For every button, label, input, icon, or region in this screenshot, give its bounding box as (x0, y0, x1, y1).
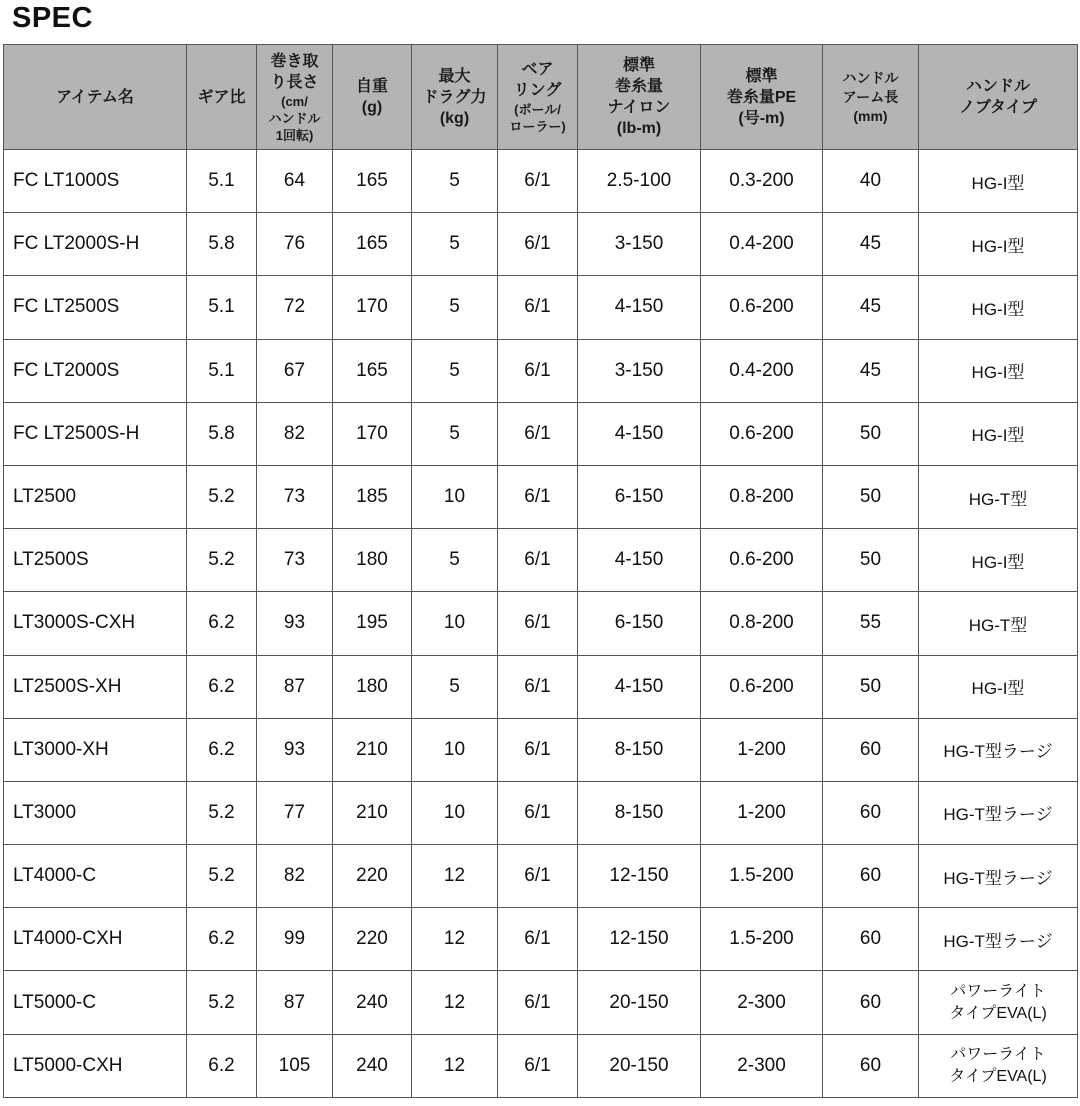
cell-bearings: 6/1 (498, 150, 578, 213)
header-label-line: ベア (521, 61, 554, 78)
cell-pe-capacity: 1-200 (701, 781, 823, 844)
cell-nylon-capacity: 6-150 (578, 465, 701, 528)
table-row (4, 908, 1078, 971)
cell-max-drag: 5 (412, 655, 498, 718)
knob-type-line: タイプEVA(L) (949, 1004, 1047, 1022)
header-label-line: (g) (361, 99, 383, 116)
cell-handle-knob-type (919, 1034, 1078, 1097)
cell-max-drag: 10 (412, 781, 498, 844)
cell-weight: 240 (333, 1034, 412, 1097)
cell-bearings: 6/1 (498, 908, 578, 971)
column-header-nylon-capacity (578, 45, 701, 150)
cell-bearings: 6/1 (498, 529, 578, 592)
table-row (4, 781, 1078, 844)
knob-type-line: HG-I型 (971, 552, 1025, 572)
cell-retrieve-length: 73 (257, 465, 333, 528)
header-label-line: 自重 (355, 78, 388, 95)
cell-handle-knob-type (919, 845, 1078, 908)
cell-gear-ratio: 5.8 (187, 213, 257, 276)
cell-pe-capacity: 2-300 (701, 1034, 823, 1097)
cell-weight: 180 (333, 655, 412, 718)
header-label-line: 巻糸量 (614, 78, 663, 95)
cell-max-drag: 12 (412, 908, 498, 971)
cell-bearings: 6/1 (498, 213, 578, 276)
knob-type-line: HG-I型 (971, 363, 1025, 383)
cell-gear-ratio: 5.2 (187, 845, 257, 908)
header-label-line: (lb-m) (616, 120, 662, 137)
cell-item-name: FC LT1000S (4, 150, 187, 213)
header-label-line: (ボール/ (514, 102, 561, 117)
cell-retrieve-length: 64 (257, 150, 333, 213)
cell-handle-knob-type (919, 592, 1078, 655)
knob-type-line: HG-T型ラージ (943, 742, 1053, 762)
column-header-handle-arm-length (823, 45, 919, 150)
cell-max-drag: 10 (412, 718, 498, 781)
column-header-pe-capacity (701, 45, 823, 150)
cell-retrieve-length: 87 (257, 655, 333, 718)
column-header-gear-ratio (187, 45, 257, 150)
cell-handle-knob-type (919, 781, 1078, 844)
cell-nylon-capacity: 4-150 (578, 655, 701, 718)
cell-item-name: FC LT2000S-H (4, 213, 187, 276)
cell-handle-arm-length: 45 (823, 213, 919, 276)
cell-bearings: 6/1 (498, 592, 578, 655)
cell-nylon-capacity: 3-150 (578, 339, 701, 402)
cell-handle-knob-type (919, 150, 1078, 213)
cell-gear-ratio: 5.2 (187, 465, 257, 528)
cell-max-drag: 5 (412, 529, 498, 592)
cell-nylon-capacity: 4-150 (578, 529, 701, 592)
cell-weight: 240 (333, 971, 412, 1034)
column-header-retrieve-length (257, 45, 333, 150)
cell-handle-arm-length: 45 (823, 339, 919, 402)
header-label-line: アイテム名 (56, 88, 134, 106)
cell-pe-capacity: 2-300 (701, 971, 823, 1034)
cell-retrieve-length: 93 (257, 592, 333, 655)
cell-max-drag: 12 (412, 845, 498, 908)
header-label-line: 標準 (622, 57, 655, 74)
cell-nylon-capacity: 4-150 (578, 402, 701, 465)
cell-weight: 195 (333, 592, 412, 655)
table-row (4, 1034, 1078, 1097)
cell-weight: 165 (333, 150, 412, 213)
cell-max-drag: 5 (412, 150, 498, 213)
table-row (4, 276, 1078, 339)
cell-nylon-capacity: 4-150 (578, 276, 701, 339)
cell-weight: 180 (333, 529, 412, 592)
cell-pe-capacity: 0.6-200 (701, 276, 823, 339)
cell-nylon-capacity: 12-150 (578, 908, 701, 971)
table-body (4, 150, 1078, 1098)
table-row (4, 718, 1078, 781)
header-label-line: ナイロン (607, 99, 671, 116)
header-label-line: ハンドル (842, 69, 899, 86)
cell-gear-ratio: 6.2 (187, 1034, 257, 1097)
cell-handle-arm-length: 50 (823, 402, 919, 465)
cell-item-name: LT4000-C (4, 845, 187, 908)
cell-bearings: 6/1 (498, 1034, 578, 1097)
table-row (4, 529, 1078, 592)
cell-item-name: LT2500S-XH (4, 655, 187, 718)
table-row (4, 845, 1078, 908)
knob-type-line: HG-I型 (971, 236, 1025, 256)
column-header-max-drag (412, 45, 498, 150)
cell-weight: 210 (333, 781, 412, 844)
cell-pe-capacity: 1.5-200 (701, 845, 823, 908)
cell-weight: 170 (333, 402, 412, 465)
cell-item-name: LT2500 (4, 465, 187, 528)
header-label-line: り長さ (270, 73, 319, 91)
knob-type-line: HG-T型ラージ (943, 931, 1053, 951)
header-label-line: 巻き取 (270, 52, 319, 70)
cell-handle-knob-type (919, 655, 1078, 718)
cell-handle-arm-length: 40 (823, 150, 919, 213)
cell-handle-knob-type (919, 908, 1078, 971)
header-label-line: 1回転) (275, 127, 314, 143)
header-label-line: ノブタイプ (958, 99, 1038, 116)
cell-bearings: 6/1 (498, 402, 578, 465)
header-label-line: アーム長 (842, 88, 899, 105)
cell-weight: 165 (333, 213, 412, 276)
cell-nylon-capacity: 2.5-100 (578, 150, 701, 213)
knob-type-line: HG-I型 (971, 173, 1025, 193)
cell-max-drag: 10 (412, 592, 498, 655)
knob-type-line: HG-T型ラージ (943, 868, 1053, 888)
header-label-line: ハンドル (268, 110, 321, 126)
cell-retrieve-length: 82 (257, 402, 333, 465)
cell-nylon-capacity: 3-150 (578, 213, 701, 276)
cell-handle-arm-length: 60 (823, 1034, 919, 1097)
cell-max-drag: 5 (412, 402, 498, 465)
cell-pe-capacity: 0.3-200 (701, 150, 823, 213)
cell-item-name: FC LT2000S (4, 339, 187, 402)
cell-handle-knob-type (919, 971, 1078, 1034)
cell-max-drag: 5 (412, 213, 498, 276)
knob-type-line: HG-I型 (971, 679, 1025, 699)
cell-bearings: 6/1 (498, 845, 578, 908)
cell-item-name: LT2500S (4, 529, 187, 592)
header-label-line: (mm) (853, 107, 888, 124)
cell-gear-ratio: 5.1 (187, 150, 257, 213)
cell-handle-knob-type (919, 465, 1078, 528)
cell-pe-capacity: 0.8-200 (701, 592, 823, 655)
column-header-weight (333, 45, 412, 150)
cell-bearings: 6/1 (498, 718, 578, 781)
cell-handle-arm-length: 50 (823, 529, 919, 592)
cell-handle-knob-type (919, 213, 1078, 276)
cell-item-name: LT5000-CXH (4, 1034, 187, 1097)
cell-max-drag: 10 (412, 465, 498, 528)
table-row (4, 150, 1078, 213)
cell-max-drag: 5 (412, 339, 498, 402)
knob-type-line: パワーライト (950, 1045, 1046, 1063)
cell-weight: 220 (333, 845, 412, 908)
cell-gear-ratio: 6.2 (187, 655, 257, 718)
cell-weight: 220 (333, 908, 412, 971)
cell-retrieve-length: 67 (257, 339, 333, 402)
cell-nylon-capacity: 8-150 (578, 718, 701, 781)
cell-gear-ratio: 5.8 (187, 402, 257, 465)
cell-pe-capacity: 0.4-200 (701, 339, 823, 402)
cell-bearings: 6/1 (498, 971, 578, 1034)
header-label-line: (kg) (439, 109, 470, 127)
table-row (4, 655, 1078, 718)
cell-retrieve-length: 82 (257, 845, 333, 908)
cell-item-name: FC LT2500S-H (4, 402, 187, 465)
cell-handle-arm-length: 45 (823, 276, 919, 339)
cell-gear-ratio: 6.2 (187, 592, 257, 655)
cell-handle-arm-length: 50 (823, 655, 919, 718)
cell-handle-knob-type (919, 339, 1078, 402)
cell-retrieve-length: 72 (257, 276, 333, 339)
cell-weight: 210 (333, 718, 412, 781)
cell-max-drag: 12 (412, 971, 498, 1034)
cell-retrieve-length: 105 (257, 1034, 333, 1097)
table-row (4, 971, 1078, 1034)
cell-gear-ratio: 5.1 (187, 276, 257, 339)
cell-item-name: LT3000-XH (4, 718, 187, 781)
cell-pe-capacity: 0.6-200 (701, 402, 823, 465)
cell-handle-arm-length: 50 (823, 465, 919, 528)
cell-retrieve-length: 93 (257, 718, 333, 781)
cell-pe-capacity: 1.5-200 (701, 908, 823, 971)
cell-handle-arm-length: 60 (823, 908, 919, 971)
cell-bearings: 6/1 (498, 655, 578, 718)
cell-handle-arm-length: 60 (823, 971, 919, 1034)
spec-table (3, 44, 1078, 1098)
cell-retrieve-length: 87 (257, 971, 333, 1034)
knob-type-line: パワーライト (950, 982, 1046, 1000)
cell-pe-capacity: 1-200 (701, 718, 823, 781)
cell-handle-knob-type (919, 402, 1078, 465)
cell-pe-capacity: 0.6-200 (701, 529, 823, 592)
knob-type-line: タイプEVA(L) (949, 1067, 1047, 1085)
cell-nylon-capacity: 8-150 (578, 781, 701, 844)
cell-weight: 170 (333, 276, 412, 339)
cell-retrieve-length: 76 (257, 213, 333, 276)
cell-item-name: LT5000-C (4, 971, 187, 1034)
page-title: SPEC (12, 2, 93, 34)
table-row (4, 402, 1078, 465)
header-label-line: ハンドル (965, 78, 1030, 95)
knob-type-line: HG-T型 (968, 615, 1028, 635)
header-label-line: リング (513, 82, 562, 99)
cell-handle-knob-type (919, 529, 1078, 592)
cell-gear-ratio: 5.1 (187, 339, 257, 402)
cell-handle-arm-length: 60 (823, 845, 919, 908)
cell-gear-ratio: 6.2 (187, 718, 257, 781)
cell-retrieve-length: 73 (257, 529, 333, 592)
header-label-line: 最大 (438, 67, 471, 85)
cell-gear-ratio: 5.2 (187, 781, 257, 844)
cell-handle-knob-type (919, 276, 1078, 339)
cell-gear-ratio: 6.2 (187, 908, 257, 971)
cell-max-drag: 5 (412, 276, 498, 339)
cell-handle-arm-length: 55 (823, 592, 919, 655)
table-row (4, 592, 1078, 655)
cell-nylon-capacity: 20-150 (578, 971, 701, 1034)
knob-type-line: HG-I型 (971, 299, 1025, 319)
cell-weight: 185 (333, 465, 412, 528)
knob-type-line: HG-T型ラージ (943, 805, 1053, 825)
header-label-line: (号-m) (738, 109, 785, 127)
cell-bearings: 6/1 (498, 465, 578, 528)
cell-handle-knob-type (919, 718, 1078, 781)
column-header-handle-knob-type (919, 45, 1078, 150)
cell-gear-ratio: 5.2 (187, 971, 257, 1034)
column-header-bearings (498, 45, 578, 150)
cell-weight: 165 (333, 339, 412, 402)
cell-pe-capacity: 0.8-200 (701, 465, 823, 528)
cell-bearings: 6/1 (498, 339, 578, 402)
cell-retrieve-length: 99 (257, 908, 333, 971)
header-row (4, 45, 1078, 150)
cell-item-name: FC LT2500S (4, 276, 187, 339)
table-row (4, 465, 1078, 528)
header-label-line: ローラー) (509, 119, 566, 134)
header-label-line: (cm/ (281, 93, 308, 109)
cell-pe-capacity: 0.6-200 (701, 655, 823, 718)
cell-item-name: LT4000-CXH (4, 908, 187, 971)
cell-item-name: LT3000S-CXH (4, 592, 187, 655)
header-label-line: 巻糸量PE (726, 88, 797, 106)
cell-nylon-capacity: 20-150 (578, 1034, 701, 1097)
header-label-line: ギア比 (197, 88, 246, 106)
knob-type-line: HG-I型 (971, 426, 1025, 446)
header-label-line: ドラグ力 (422, 88, 487, 106)
column-header-item-name (4, 45, 187, 150)
cell-retrieve-length: 77 (257, 781, 333, 844)
cell-handle-arm-length: 60 (823, 718, 919, 781)
cell-gear-ratio: 5.2 (187, 529, 257, 592)
cell-pe-capacity: 0.4-200 (701, 213, 823, 276)
cell-max-drag: 12 (412, 1034, 498, 1097)
cell-handle-arm-length: 60 (823, 781, 919, 844)
cell-item-name: LT3000 (4, 781, 187, 844)
knob-type-line: HG-T型 (968, 489, 1028, 509)
table-row (4, 213, 1078, 276)
cell-nylon-capacity: 12-150 (578, 845, 701, 908)
cell-bearings: 6/1 (498, 276, 578, 339)
cell-bearings: 6/1 (498, 781, 578, 844)
table-row (4, 339, 1078, 402)
cell-nylon-capacity: 6-150 (578, 592, 701, 655)
header-label-line: 標準 (745, 67, 778, 85)
